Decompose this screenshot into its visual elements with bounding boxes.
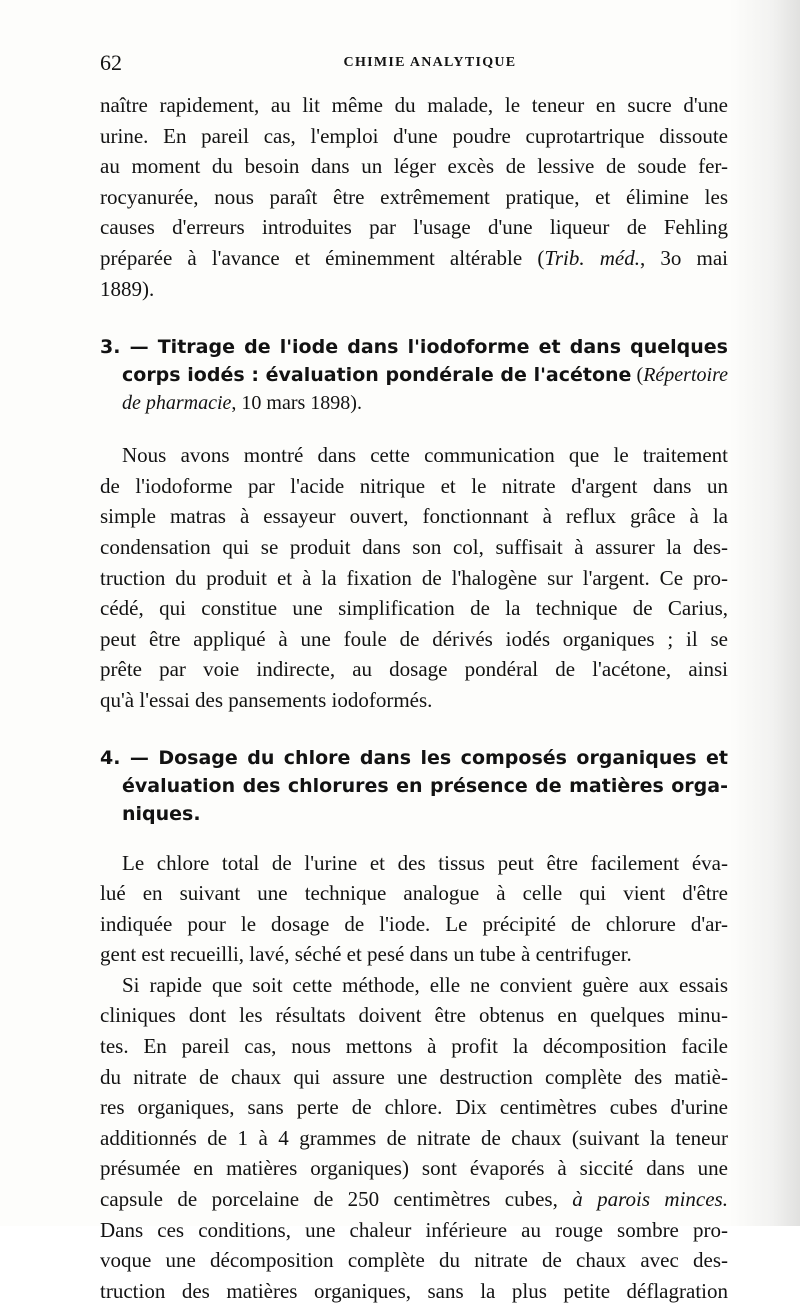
text-line: cédé, qui constitue une simplification de la technique de Carius,: [100, 596, 728, 621]
text-line: de l'iodoforme par l'acide nitrique et le nitrate d'argent dans un: [100, 473, 728, 498]
text-line: causes d'erreurs introduites par l'usage d'une liqueur de Fehling: [100, 215, 728, 240]
page-number: 62: [100, 50, 122, 75]
citation-journal: Répertoire: [643, 364, 728, 387]
text-line: cliniques dont les résultats doivent être obtenus en quelques minu-: [100, 1003, 728, 1028]
text-line: condensation qui se produit dans son col, suffisait à assurer la des-: [100, 534, 728, 559]
text-line: simple matras à essayeur ouvert, fonctionnant à reflux grâce à la: [100, 504, 728, 529]
text-line: urine. En pareil cas, l'emploi d'une poudre cuprotartrique dissoute: [100, 123, 728, 148]
text-line: au moment du besoin dans un léger excès de lessive de soude fer-: [100, 154, 728, 179]
page-body: [100, 90, 728, 1306]
text-line: qu'à l'essai des pansements iodoformés.: [100, 687, 433, 712]
text-line: truction des matières organiques, sans la plus petite déflagration: [100, 1278, 728, 1303]
text-line: préparée à l'avance et éminemment altérable (Trib. méd., 3o mai: [100, 245, 729, 270]
citation-journal: de pharmacie: [122, 392, 232, 415]
text-line: lué en suivant une technique analogue à celle qui vient d'être: [100, 881, 728, 906]
text-line: Nous avons montré dans cette communication que le traitement: [122, 443, 728, 468]
heading-line: de pharmacie, 10 mars 1898).: [122, 392, 362, 415]
text-line: peut être appliqué à une foule de dérivés iodés organiques ; il se: [100, 626, 728, 651]
emphasis-text: à parois minces.: [572, 1187, 728, 1212]
heading-line: corps iodés : évaluation pondérale de l'acétone (Répertoire: [122, 364, 728, 387]
text-line: Dans ces conditions, une chaleur inférieure au rouge sombre pro-: [100, 1217, 728, 1242]
text-line: rocyanurée, nous paraît être extrêmement pratique, et élimine les: [100, 184, 728, 209]
citation-journal: Trib. méd.: [544, 245, 640, 270]
section-heading-4: [100, 744, 728, 828]
paragraph-continuation: [100, 90, 728, 304]
heading-line: évaluation des chlorures en présence de matières orga-: [122, 774, 728, 797]
text-line: du nitrate de chaux qui assure une destruction complète des matiè-: [100, 1064, 728, 1089]
text-line: prête par voie indirecte, au dosage pondéral de l'acétone, ainsi: [100, 657, 728, 682]
section-number: 3.: [100, 336, 121, 359]
paragraph: [100, 848, 728, 970]
page-edge-shadow: [730, 0, 800, 1226]
heading-line: 3. — Titrage de l'iode dans l'iodoforme et dans quelques: [100, 336, 728, 359]
text-line: naître rapidement, au lit même du malade, le teneur en sucre d'une: [100, 93, 728, 117]
paragraph: [100, 440, 728, 715]
running-title: CHIMIE ANALYTIQUE: [343, 55, 517, 70]
heading-line: niques.: [122, 802, 201, 825]
text-line: présumée en matières organiques) sont évaporés à siccité dans une: [100, 1156, 728, 1181]
page-header: [100, 50, 725, 78]
section-heading-3: [100, 333, 728, 417]
text-line: 1889).: [100, 276, 155, 301]
text-line: Si rapide que soit cette méthode, elle ne convient guère aux essais: [122, 972, 728, 997]
text-line: indiquée pour le dosage de l'iode. Le précipité de chlorure d'ar-: [100, 911, 728, 936]
paragraph: [100, 970, 728, 1306]
text-line: additionnés de 1 à 4 grammes de nitrate de chaux (suivant la teneur: [100, 1125, 728, 1150]
text-line: res organiques, sans perte de chlore. Dix centimètres cubes d'urine: [100, 1095, 728, 1120]
text-line: gent est recueilli, lavé, séché et pesé dans un tube à centrifuger.: [100, 942, 632, 967]
text-line: capsule de porcelaine de 250 centimètres cubes, à parois minces.: [100, 1187, 728, 1212]
text-line: voque une décomposition complète du nitrate de chaux avec des-: [100, 1248, 728, 1273]
heading-line: 4. — Dosage du chlore dans les composés organiques et: [100, 746, 729, 769]
text-line: tes. En pareil cas, nous mettons à profit la décomposition facile: [100, 1034, 728, 1059]
section-number: 4.: [100, 746, 121, 769]
text-line: Le chlore total de l'urine et des tissus peut être facilement éva-: [122, 850, 728, 875]
text-line: truction du produit et à la fixation de l'halogène sur l'argent. Ce pro-: [100, 565, 728, 590]
